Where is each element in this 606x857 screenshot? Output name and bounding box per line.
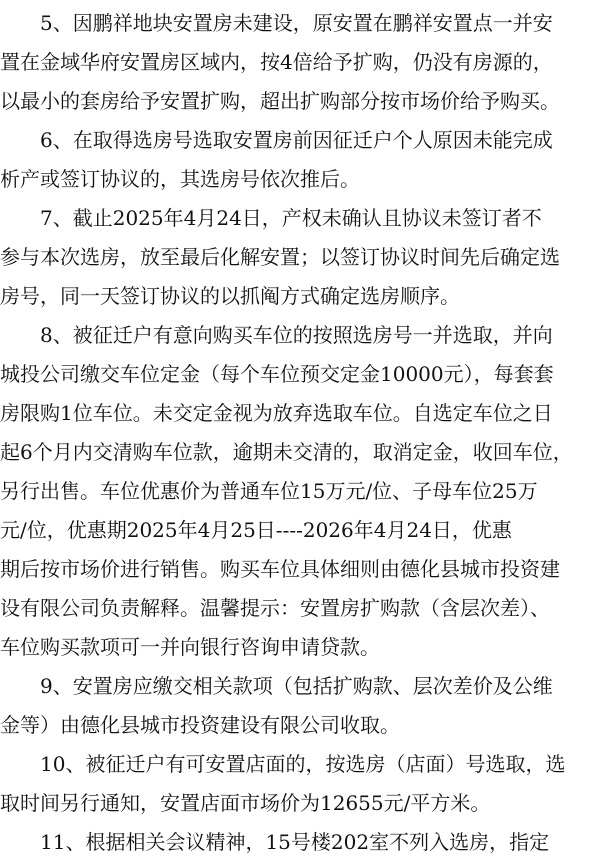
text-line: 8、被征迁户有意向购买车位的按照选房号一并选取，并向 [0, 323, 553, 347]
text-line: 11、根据相关会议精神，15号楼202室不列入选房，指定 [0, 830, 550, 854]
text-line: 以最小的套房给予安置扩购，超出扩购部分按市场价给予购买。 [0, 89, 560, 113]
text-line: 析产或签订协议的，其选房号依次推后。 [0, 167, 360, 191]
text-line: 房号，同一天签订协议的以抓阄方式确定选房顺序。 [0, 284, 460, 308]
text-line: 取时间另行通知，安置店面市场价为12655元/平方米。 [0, 791, 491, 815]
text-line: 6、在取得选房号选取安置房前因征迁户个人原因未能完成 [0, 128, 553, 152]
text-line: 房限购1位车位。未交定金视为放弃选取车位。自选定车位之日 [0, 401, 553, 425]
text-line: 5、因鹏祥地块安置房未建设，原安置在鹏祥安置点一并安 [0, 11, 553, 35]
text-line: 期后按市场价进行销售。购买车位具体细则由德化县城市投资建 [0, 557, 560, 581]
text-line: 城投公司缴交车位定金（每个车位预交定金10000元），每套套 [0, 362, 554, 386]
text-line: 置在金域华府安置房区域内，按4倍给予扩购，仍没有房源的， [0, 50, 553, 74]
text-line: 参与本次选房，放至最后化解安置；以签订协议时间先后确定选 [0, 245, 560, 269]
text-line: 车位购买款项可一并向银行咨询申请贷款。 [0, 635, 380, 659]
text-line: 9、安置房应缴交相关款项（包括扩购款、层次差价及公维 [0, 674, 553, 698]
text-line: 另行出售。车位优惠价为普通车位15万元/位、子母车位25万 [0, 479, 538, 503]
text-line: 起6个月内交清购车位款，逾期未交清的，取消定金，收回车位， [0, 440, 573, 464]
text-line: 金等）由德化县城市投资建设有限公司收取。 [0, 713, 400, 737]
text-line: 元/位，优惠期2025年4月25日----2026年4月24日，优惠 [0, 518, 512, 542]
text-line: 设有限公司负责解释。温馨提示：安置房扩购款（含层次差）、 [0, 596, 550, 620]
text-line: 7、截止2025年4月24日，产权未确认且协议未签订者不 [0, 206, 542, 230]
text-line: 10、被征迁户有可安置店面的，按选房（店面）号选取，选 [0, 752, 566, 776]
